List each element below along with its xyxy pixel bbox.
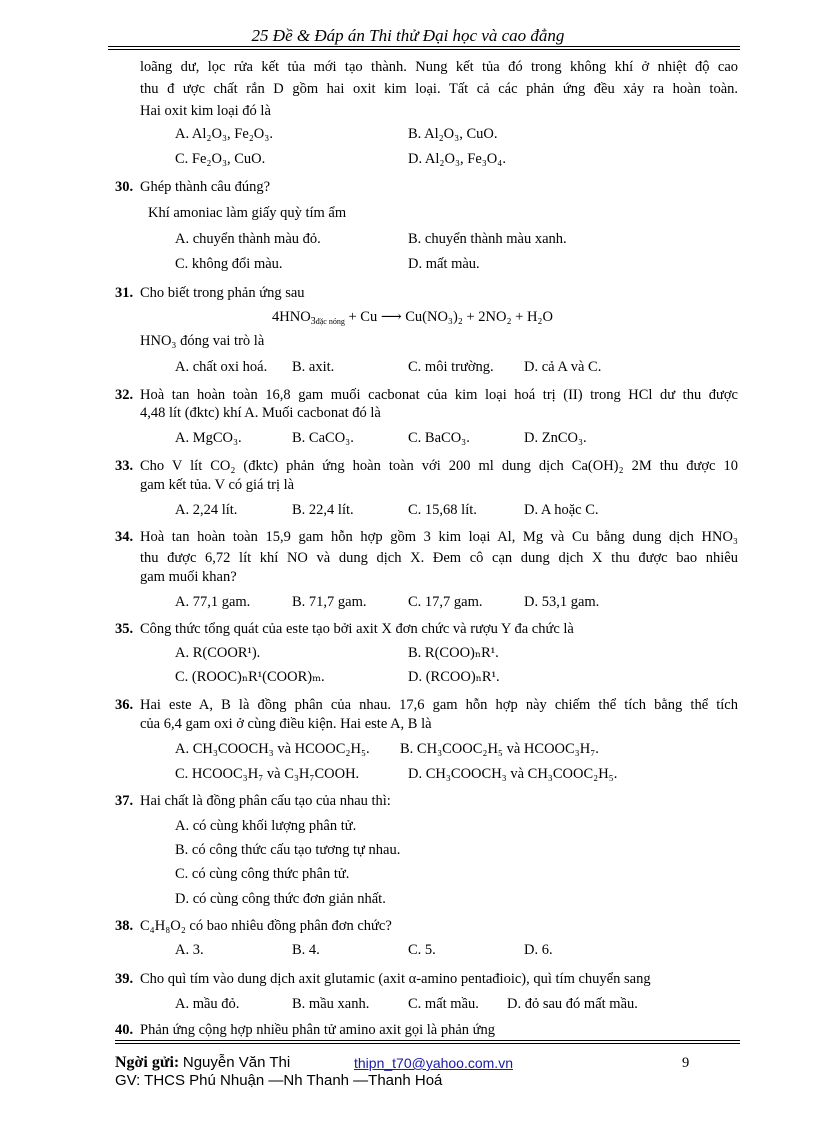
q29-option-c: C. Fe₂O₃, CuO.: [175, 151, 266, 167]
q31-option-d: D. cả A và C.: [524, 359, 602, 375]
q32-option-a: A. MgCO₃.: [175, 430, 242, 446]
q39-option-d: D. đỏ sau đó mất mầu.: [507, 996, 638, 1012]
q34-option-a: A. 77,1 gam.: [175, 594, 251, 610]
q34-number: 34.: [115, 529, 134, 545]
q29-line3: Hai oxit kim loại đó là: [140, 103, 271, 119]
q39-number: 39.: [115, 971, 134, 987]
page-number: 9: [682, 1055, 690, 1071]
q29-option-b: B. Al₂O₃, CuO.: [408, 126, 498, 142]
sender-label: Ngời gửi:: [115, 1054, 180, 1071]
q35-option-c: C. (ROOC)ₙR¹(COOR)ₘ.: [175, 669, 325, 685]
q35-number: 35.: [115, 621, 134, 637]
q34-line2: thu được 6,72 lít khí NO và dung dịch X. Đem cô cạn dung dịch X thu được bao nhiêu: [140, 550, 738, 566]
q37-option-c: C. có cùng công thức phân tử.: [175, 866, 350, 882]
q40-number: 40.: [115, 1022, 134, 1038]
q29-option-a: A. Al₂O₃, Fe₂O₃.: [175, 126, 273, 142]
q35-option-a: A. R(COOR¹).: [175, 645, 261, 661]
q33-number: 33.: [115, 458, 134, 474]
footer-sender: [115, 1054, 290, 1072]
q35-text: Công thức tổng quát của este tạo bởi axit X đơn chức và rượu Y đa chức là: [140, 621, 574, 637]
q33-option-a: A. 2,24 lít.: [175, 502, 238, 518]
header-rule: [108, 46, 740, 47]
page-header-title: 25 Đề & Đáp án Thi thử Đại học và cao đẳng: [251, 26, 565, 45]
q30-option-d: D. mất màu.: [408, 256, 480, 272]
q39-option-c: C. mất mầu.: [408, 996, 479, 1012]
q31-eq-right: + Cu ⟶ Cu(NO₃)₂ + 2NO₂ + H₂O: [348, 309, 553, 325]
q32-option-c: C. BaCO₃.: [408, 430, 470, 446]
q31-option-b: B. axit.: [292, 359, 335, 375]
q31-eq-condition: đặc nóng: [315, 317, 345, 326]
q31-eq-left: 4HNO: [272, 309, 311, 325]
q30-option-c: C. không đổi màu.: [175, 256, 283, 272]
q36-line1: Hai este A, B là đồng phân của nhau. 17,6 gam hỗn hợp này chiếm thể tích bằng thể tích: [140, 697, 738, 713]
q35-option-b: B. R(COO)ₙR¹.: [408, 645, 499, 661]
q37-option-b: B. có công thức cấu tạo tương tự nhau.: [175, 842, 401, 858]
q29-option-d: D. Al₂O₃, Fe₃O₄.: [408, 151, 506, 167]
q36-number: 36.: [115, 697, 134, 713]
q31-line3: HNO₃ đóng vai trò là: [140, 333, 265, 349]
q33-option-b: B. 22,4 lít.: [292, 502, 354, 518]
q34-option-b: B. 71,7 gam.: [292, 594, 367, 610]
q34-option-d: D. 53,1 gam.: [524, 594, 600, 610]
q36-option-b: B. CH₃COOC₂H₅ và HCOOC₃H₇.: [400, 741, 599, 757]
q37-number: 37.: [115, 793, 134, 809]
q32-line2: 4,48 lít (đktc) khí A. Muối cacbonat đó là: [140, 405, 381, 421]
q33-line2: gam kết tủa. V có giá trị là: [140, 477, 295, 493]
q31-number: 31.: [115, 285, 134, 301]
q29-line2: thu đ ược chất rắn D gồm hai oxit kim loại. Tất cả các phản ứng đều xảy ra hoàn toàn.: [140, 81, 738, 97]
q33-line1: Cho V lít CO₂ (đktc) phản ứng hoàn toàn với 200 ml dung dịch Ca(OH)₂ 2M thu được 10: [140, 458, 738, 474]
q36-option-d: D. CH₃COOCH₃ và CH₃COOC₂H₅.: [408, 766, 618, 782]
q34-option-c: C. 17,7 gam.: [408, 594, 483, 610]
q30-text: Ghép thành câu đúng?: [140, 179, 271, 195]
q32-number: 32.: [115, 387, 134, 403]
q30-option-a: A. chuyển thành màu đỏ.: [175, 231, 321, 247]
q31-text: Cho biết trong phản ứng sau: [140, 285, 305, 301]
q33-option-c: C. 15,68 lít.: [408, 502, 477, 518]
q38-option-c: C. 5.: [408, 942, 436, 958]
footer-rule-thin: [115, 1043, 740, 1044]
q30-option-b: B. chuyển thành màu xanh.: [408, 231, 567, 247]
q34-line1: Hoà tan hoàn toàn 15,9 gam hỗn hợp gồm 3 kim loại Al, Mg và Cu bằng dung dịch HNO₃: [140, 529, 738, 545]
header-rule-thin: [108, 49, 740, 50]
q40-text: Phản ứng cộng hợp nhiều phân tử amino axit gọi là phản ứng: [140, 1022, 496, 1038]
q38-option-b: B. 4.: [292, 942, 320, 958]
q37-option-d: D. có cùng công thức đơn giản nhất.: [175, 891, 386, 907]
q38-text: C₄H₈O₂ có bao nhiêu đồng phân đơn chức?: [140, 918, 392, 934]
q34-line3: gam muối khan?: [140, 569, 237, 585]
q30-number: 30.: [115, 179, 134, 195]
q29-line1: loãng dư, lọc rửa kết tủa mới tạo thành. Nung kết tủa đó trong không khí ở nhiệt độ cao: [140, 59, 738, 75]
q37-option-a: A. có cùng khối lượng phân tử.: [175, 818, 357, 834]
q32-option-d: D. ZnCO₃.: [524, 430, 587, 446]
q32-line1: Hoà tan hoàn toàn 16,8 gam muối cacbonat của kim loại hoá trị (II) trong HCl dư thu được: [140, 387, 738, 403]
sender-name: Nguyễn Văn Thi: [182, 1054, 291, 1071]
q38-option-a: A. 3.: [175, 942, 204, 958]
q31-equation: $4HNO_{3đặc nóng} + Cu$ ⟶ Cu(NO₃)₂ + 2NO₂ + H₂O: [272, 309, 553, 327]
q39-option-b: B. mầu xanh.: [292, 996, 370, 1012]
q38-number: 38.: [115, 918, 134, 934]
sender-email-link[interactable]: thipn_t70@yahoo.com.vn: [354, 1055, 513, 1071]
q36-line2: của 6,4 gam oxi ở cùng điều kiện. Hai este A, B là: [140, 716, 432, 732]
q39-option-a: A. mầu đỏ.: [175, 996, 240, 1012]
q35-option-d: D. (RCOO)ₙR¹.: [408, 669, 500, 685]
q36-option-c: C. HCOOC₃H₇ và C₃H₇COOH.: [175, 766, 360, 782]
q32-option-b: B. CaCO₃.: [292, 430, 354, 446]
q37-text: Hai chất là đồng phân cấu tạo của nhau thì:: [140, 793, 391, 809]
q31-option-a: A. chất oxi hoá.: [175, 359, 268, 375]
q31-option-c: C. môi trường.: [408, 359, 494, 375]
footer-rule: [115, 1040, 740, 1041]
q33-option-d: D. A hoặc C.: [524, 502, 599, 518]
footer-teacher: GV: THCS Phú Nhuận —Nh Thanh —Thanh Hoá: [115, 1072, 443, 1089]
q36-option-a: A. CH₃COOCH₃ và HCOOC₂H₅.: [175, 741, 370, 757]
q38-option-d: D. 6.: [524, 942, 553, 958]
q39-text: Cho quì tím vào dung dịch axit glutamic (axit α-amino pentađioic), quì tím chuyển sang: [140, 971, 651, 987]
q30-line2: Khí amoniac làm giấy quỳ tím ẩm: [148, 205, 347, 221]
